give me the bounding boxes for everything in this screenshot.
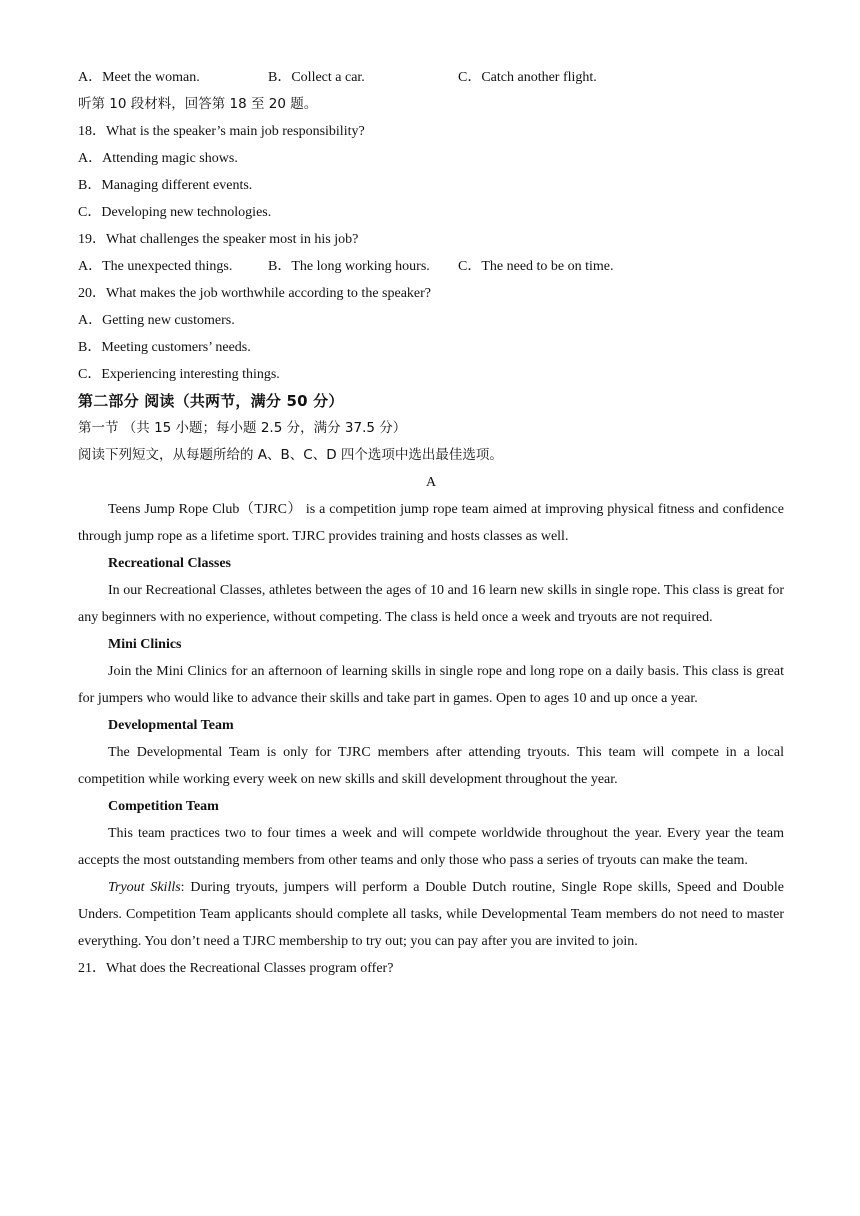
mini-text: Join the Mini Clinics for an afternoon of learning skills in single rope and long rope on a daily basis. This class is great for jumpers who would like to advance their skills and take part in games. Open to ages 10 and up once a year. [78,664,784,706]
passage-label: A [425,475,437,490]
q20-option-b: B．Meeting customers’ needs. [78,340,251,355]
q20-option-a: A．Getting new customers. [78,313,235,328]
recreational-text: In our Recreational Classes, athletes between the ages of 10 and 16 learn new skills in single rope. This class is great for any beginners with no experience, without competing. The class is held once a week and tryouts are not required. [78,583,784,625]
q19-option-a: A．The unexpected things. [78,259,233,274]
q18-question: 18．What is the speaker’s main job responsibility? [78,124,365,139]
q19-options [78,253,784,280]
mini-heading: Mini Clinics [108,637,182,652]
q20-question: 20．What makes the job worthwhile according to the speaker? [78,286,431,301]
section1-info: 第一节 （共 15 小题；每小题 2.5 分，满分 37.5 分） [78,420,407,436]
tryout-paragraph [78,874,784,955]
q18-option-a: A．Attending magic shows. [78,151,238,166]
passage-intro: Teens Jump Rope Club（TJRC） is a competition jump rope team aimed at improving physical fitness and confidence through jump rope as a lifetime sport. TJRC provides training and hosts classes as well. [78,502,784,544]
competition-text: This team practices two to four times a week and will compete worldwide throughout the year. Every year the team accepts the most outstanding members from other teams and only those who pass a series of tryouts can make the team. [78,826,784,868]
exam-page [78,64,784,982]
q19-option-c: C．The need to be on time. [458,259,614,274]
recreational-heading: Recreational Classes [108,556,231,571]
developmental-heading: Developmental Team [108,718,234,733]
competition-heading: Competition Team [108,799,219,814]
passage10-instruction: 听第 10 段材料，回答第 18 至 20 题。 [78,96,318,112]
tryout-label: Tryout Skills [108,880,181,895]
q18-option-b: B．Managing different events. [78,178,253,193]
reading-instruction: 阅读下列短文，从每题所给的 A、B、C、D 四个选项中选出最佳选项。 [78,447,503,463]
option-b: B．Collect a car. [268,70,365,85]
q20-option-c: C．Experiencing interesting things. [78,367,280,382]
q21-question: 21．What does the Recreational Classes program offer? [78,961,394,976]
option-c: C．Catch another flight. [458,70,597,85]
q19-question: 19．What challenges the speaker most in his job? [78,232,359,247]
q19-option-b: B．The long working hours. [268,259,430,274]
part2-title: 第二部分 阅读（共两节，满分 50 分） [78,392,344,410]
option-a: A．Meet the woman. [78,70,200,85]
q18-option-c: C．Developing new technologies. [78,205,272,220]
tryout-text: : During tryouts, jumpers will perform a Double Dutch routine, Single Rope skills, Speed and Double Unders. Competition Team applicants should complete all tasks, while Developmental Team members do not need to master everything. You don’t need a TJRC membership to try out; you can pay after you are invited to join. [78,880,784,949]
q17-options [78,64,784,91]
developmental-text: The Developmental Team is only for TJRC members after attending tryouts. This team will compete in a local competition while working every week on new skills and skill development throughout the year. [78,745,784,787]
